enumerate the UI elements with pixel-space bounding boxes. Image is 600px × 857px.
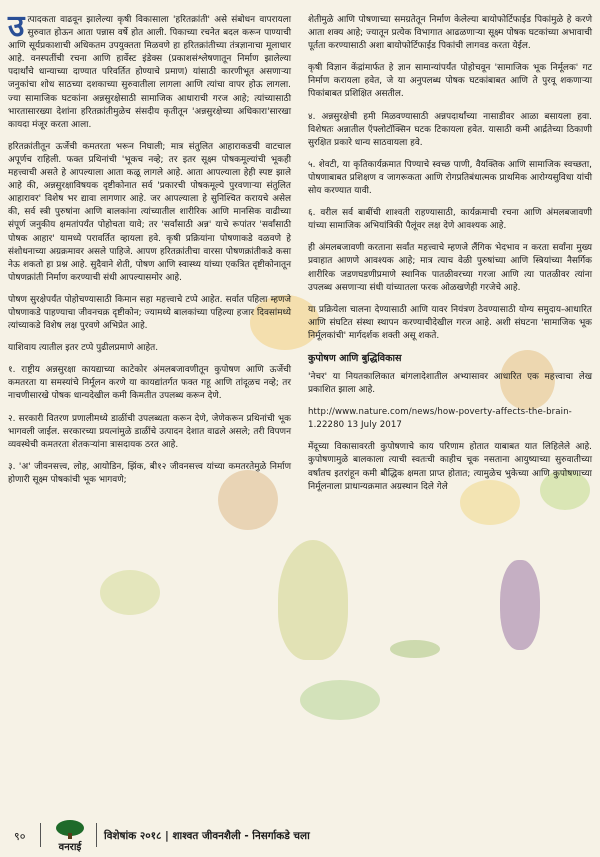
paragraph	[8, 9, 291, 132]
list-item: ४. अन्नसुरक्षेची हमी मिळवण्यासाठी अन्नपदार्थांच्या नासाडीवर आळा बसायला हवा. विशेषतः अन्नातील ऍफ्लोटॉक्सिन घटक टिकायला हवेत. यासाठी कमी आर्द्रतेच्या ठिकाणी सुरक्षित प्रकारे धान्य साठवायला हवे.	[308, 111, 592, 148]
svg-text:वनराई: वनराई	[58, 842, 82, 853]
decoration-eggplant-shape	[500, 560, 540, 650]
paragraph: कृषी विज्ञान केंद्रांमार्फत हे ज्ञान सामान्यांपर्यंत पोहोचवून 'सामाजिक भूक निर्मूलक' गट निर्माण करायला हवेत, जे या अनुपलब्ध पोषक घटकांबाबत आणि ते पुरवू शकणाऱ्या पिकांबाबत प्रशिक्षित असतील.	[308, 63, 592, 100]
decoration-butterfly-shape	[300, 680, 380, 720]
list-item: २. सरकारी वितरण प्रणालीमध्ये डाळींची उपलब्धता करून देणे, जेणेकरून प्रथिनांची भूक भागवली जाईल. सरकारच्या प्रयत्नांमुळे डाळींचे उत्पादन देशात वाढले असले; तरी विपणन व्यवस्थेची कमतरता शेतकऱ्यांना त्रासदायक ठरत आहे.	[8, 413, 291, 450]
decoration-fruit-shape	[100, 570, 160, 615]
section-heading: कुपोषण आणि बुद्धिविकास	[308, 352, 402, 364]
list-item: ६. वरील सर्व बाबींची शाश्वती राहण्यासाठी, कार्यक्रमाची रचना आणि अंमलबजावणी यांच्या सामाजिक अभियांत्रिकी पैलूंवर लक्ष देणे आवश्यक आहे.	[308, 208, 592, 232]
paragraph: याशिवाय त्यातील इतर टप्पे पुढीलप्रमाणे आहेत.	[8, 343, 159, 354]
vanrai-logo	[50, 819, 90, 853]
tree-icon	[50, 819, 90, 853]
paragraph: ही अंमलबजावणी करताना सर्वांत महत्त्वाचे म्हणजे लैंगिक भेदभाव न करता सर्वांना मुख्य प्रवाहात आणणे आवश्यक आहे; मात्र त्याच वेळी पुरुषांच्या आणि स्त्रियांच्या नैसर्गिक शारीरिक जडणघडणीप्रमाणे स्थानिक पातळीवरच्या गरजा आणि त्या पातळीवर त्यांना उपलब्ध असणाऱ्या संधी यांच्यातला फरक ओळखणेही गरजेचे आहे.	[308, 243, 592, 293]
left-column	[8, 9, 291, 496]
paragraph-text: त्पादकता वाढवून झालेल्या कृषी विकासाला 'हरितक्रांती' असे संबोधन वापरायला सुरुवात होऊन आता पन्नास वर्षे होत आली. पिकाच्या रचनेत बदल करून पाण्याची आणि सूर्यप्रकाशाची अधिकतम उपयुक्तता मिळवणे हा हरितक्रांतीच्या तंत्रज्ञानाचा मूलाधार आहे. वनस्पतींची रचना आणि हार्वेस्ट इंडेक्स (प्रकाशसंश्लेषणातून निर्माण झालेल्या पदार्थांचे धान्याच्या दाण्यात परिवर्तित होण्याचे प्रमाण) यांसाठी कारणीभूत असणाऱ्या जनुकांचा शोध साठच्या दशकाच्या सुरुवातीला लागला आणि त्यांचा वापर होऊ लागला. ज्या सामाजिक घटकांना अन्नसुरक्षेसाठी सामाजिक आधाराची गरज आहे; त्यांच्यासाठी भारतासारख्या देशांना हरितक्रांतीमुळेच संसदीय कृतीतून 'अन्नसुरक्षेच्या अधिकारा'सारखा कायदा मंजूर करता आला.	[8, 15, 291, 130]
paragraph: या प्रक्रियेला चालना देण्यासाठी आणि यावर नियंत्रण ठेवण्यासाठी योग्य समुदाय-आधारित आणि संघटित संस्था स्थापन करण्याचीदेखील गरज आहे. अशी संघटना 'सामाजिक भूक निर्मूलकांची' मार्गदर्शक शक्ती असू शकते.	[308, 304, 592, 341]
right-column	[308, 14, 592, 503]
page-number: ९०	[14, 830, 26, 843]
paragraph: हरितक्रांतीतून ऊर्जेची कमतरता भरून निघाली; मात्र संतुलित आहाराकडची वाटचाल अपूर्णच राहिली. फक्त प्रथिनांची 'भूकच नव्हे; तर इतर सूक्ष्म पोषकमूल्यांची भूकही महत्त्वाची असते हे आपल्याला आता कळू लागले आहे. आता आपल्याला हेही स्पष्ट झाले आहे की, अन्नसुरक्षाविषयक दृष्टीकोनात सर्व 'प्रकारची पोषकमूल्ये पुरवणाऱ्या संतुलित आहारावर' विशेष भर द्यावा लागणार आहे. जर आपल्याला हे सुनिश्चित करायचे असेल की, सर्व स्त्री पुरुषांना आणि बालकांना त्यांच्यातील शारीरिक आणि मानसिक वाढीच्या संपूर्ण जनुकीय क्षमतांपर्यंत पोहोचता यावे; तर 'सर्वांसाठी अन्न' याचे रूपांतर 'सर्वांसाठी पोषक आहार' यामध्ये परावर्तित व्हायला हवे. कृषी प्रक्रियांना पोषणाकडे वळवणे हे संशोधनाच्या अग्रक्रमावर असले पाहिजे. आपण हरितक्रांतीचा वारसा पोषणक्रांतीकडे कसा नेऊ शकतो हा प्रश्न आहे. सुदैवाने शेती, पोषण आणि स्वास्थ्य यांच्या एकत्रित दृष्टीकोनातून पोषणक्रांती निर्माण करण्याची संधी आपल्यासमोर आहे.	[8, 141, 291, 283]
list-item: १. राष्ट्रीय अन्नसुरक्षा कायद्याच्या काटेकोर अंमलबजावणीतून कुपोषण आणि ऊर्जेची कमतरता या समस्यांचे निर्मूलन करणे या कायद्यांतर्गत फक्त गहू आणि तांदूळच नव्हे; तर नाचणीसारखे पोषक धान्यदेखील कमी किमतीत उपलब्ध करून देणे.	[8, 365, 291, 402]
page-footer	[0, 817, 600, 857]
list-item: ३. 'अ' जीवनसत्त्व, लोह, आयोडिन, झिंक, बी१२ जीवनसत्त्व यांच्या कमतरतेमुळे निर्माण होणारी सूक्ष्म पोषकांची भूक भागवणे;	[8, 461, 291, 485]
paragraph: पोषण सुरक्षेपर्यंत पोहोचण्यासाठी किमान सहा महत्त्वाचे टप्पे आहेत. सर्वात पहिला म्हणजे पोषणाकडे पाहण्याचा जीवनचक्र दृष्टीकोन; ज्यामध्ये बालकांच्या पहिल्या हजार दिवसांमध्ये त्यांच्याकडे विशेष लक्ष पुरवणे अभिप्रेत आहे.	[8, 294, 291, 332]
issue-line: विशेषांक २०१८ | शाश्वत जीवनशैली - निसर्गाकडे चला	[104, 830, 310, 842]
decoration-leaf-shape	[278, 540, 348, 660]
reference-url: http://www.nature.com/news/how-poverty-affects-the-brain-1.22280 13 July 2017	[308, 407, 572, 431]
paragraph: 'नेचर' या नियतकालिकात बांगलादेशातील अभ्यासावर आधारित एक महत्त्वाचा लेख प्रकाशित झाला आहे.	[308, 371, 592, 396]
decoration-bean-shape	[390, 640, 440, 658]
paragraph: शेतीमुळे आणि पोषणाच्या समग्रतेतून निर्माण केलेल्या बायोफोर्टिफाईड पिकांमुळे हे करणे आता शक्य आहे; ज्यातून प्रत्येक विभागात आढळणाऱ्या सूक्ष्म पोषक घटकांच्या अभावाची पूर्तता करण्यासाठी अशा बायोफोर्टिफाईड पिकांची लागवड करता येईल.	[308, 15, 592, 52]
divider	[96, 823, 97, 847]
list-item: ५. शेवटी, या कृतिकार्यक्रमात पिण्याचे स्वच्छ पाणी, वैयक्तिक आणि सामाजिक स्वच्छता, पोषणाबाबत प्रशिक्षण व जागरूकता आणि रोगप्रतिबंधात्मक प्राथमिक आरोग्यसुविधा यांची सोय करण्यात यावी.	[308, 159, 592, 197]
divider	[40, 823, 41, 847]
drop-cap: उ	[8, 9, 25, 44]
paragraph: मेंदूच्या विकासावरती कुपोषणाचे काय परिणाम होतात याबाबत यात लिहिलेले आहे. कुपोषणामुळे बालकाला त्याची स्वतःची काहीच चूक नसताना आयुष्याच्या सुरुवातीच्या वर्षांतच इतरांहून कमी बौद्धिक क्षमता प्राप्त होतात; त्यामुळेच भुकेच्या आणि कुपोषणाच्या निर्मूलनाला प्राधान्यक्रमात अग्रस्थान दिले गेले	[308, 442, 592, 492]
